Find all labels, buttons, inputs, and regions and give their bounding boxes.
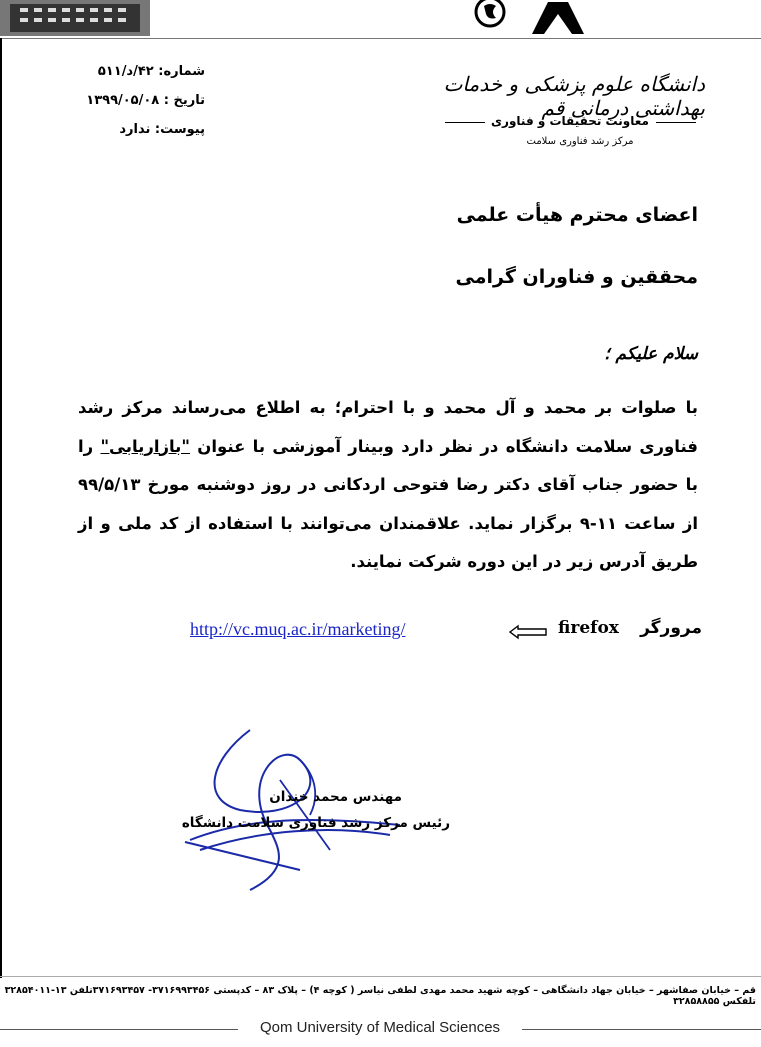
letter-date: تاریخ : ۱۳۹۹/۰۵/۰۸ [86,93,205,108]
footer-divider-left [0,1029,238,1030]
signature-image [180,720,410,900]
footer-rule [0,976,761,977]
center-name: مرکز رشد فناوری سلامت [526,136,634,147]
footer-university-name: Qom University of Medical Sciences [259,1019,501,1036]
browser-label: مرورگر [640,618,702,638]
webinar-title: "بازاریابی" [100,436,190,456]
footer-divider-right [522,1029,761,1030]
body-part-1: با صلوات بر محمد و آل محمد و با احترام؛ به اطلاع می‌رساند مرکز رشد فناوری سلامت دانشگاه در نظر دارد وبینار آموزشی با عنوان [78,398,698,456]
browser-line [190,618,710,648]
greeting: سلام علیکم ؛ [604,344,698,364]
body-part-2: را با حضور جناب آقای دکتر رضا فتوحی اردکانی در روز دوشنبه مورخ ۹۹/۵/۱۳ از ساعت ۱۱-۹ برگزار نماید. علاقمندان می‌توانند با استفاده از کد ملی و از طریق آدرس زیر در این دوره شرکت نمایند. [78,436,698,572]
body-paragraph [78,389,698,582]
emblem-logo [448,0,608,36]
deputy-divider-right [656,122,696,123]
recipient-heading-2: محققین و فناوران گرامی [455,266,698,288]
letter-attachment: پیوست: ندارد [119,122,205,137]
webinar-link[interactable]: http://vc.muq.ac.ir/marketing/ [190,619,406,639]
university-name: دانشگاه علوم پزشکی و خدمات بهداشتی درمانی قم [443,72,705,120]
browser-name: firefox [558,618,619,638]
building-image [0,0,150,36]
signatory-name: مهندس محمد خندان [269,789,402,805]
footer-address: قم – خیابان صفاشهر – خیابان جهاد دانشگاهی – کوچه شهید محمد مهدی لطفی نیاسر ( کوچه ۴) – پلاک ۸۳ – کدپستی ۳۷۱۶۹۹۳۴۵۶- ۳۷۱۶۹۳۴۵۷تلفن ۱۳-۳۲۸۵۴۰۱۱ تلفکس ۳۲۸۵۸۸۵۵ [4,985,756,1007]
arrow-left-icon [508,624,548,640]
letter-number: شماره: ۴۲/د/۵۱۱ [97,64,205,79]
recipient-heading-1: اعضای محترم هیأت علمی [456,204,698,226]
signatory-title: رئیس مرکز رشد فناوری سلامت دانشگاه [181,815,450,831]
deputy-name: معاونت تحقیقات و فناوری [491,114,649,128]
left-margin-rule [0,38,2,978]
